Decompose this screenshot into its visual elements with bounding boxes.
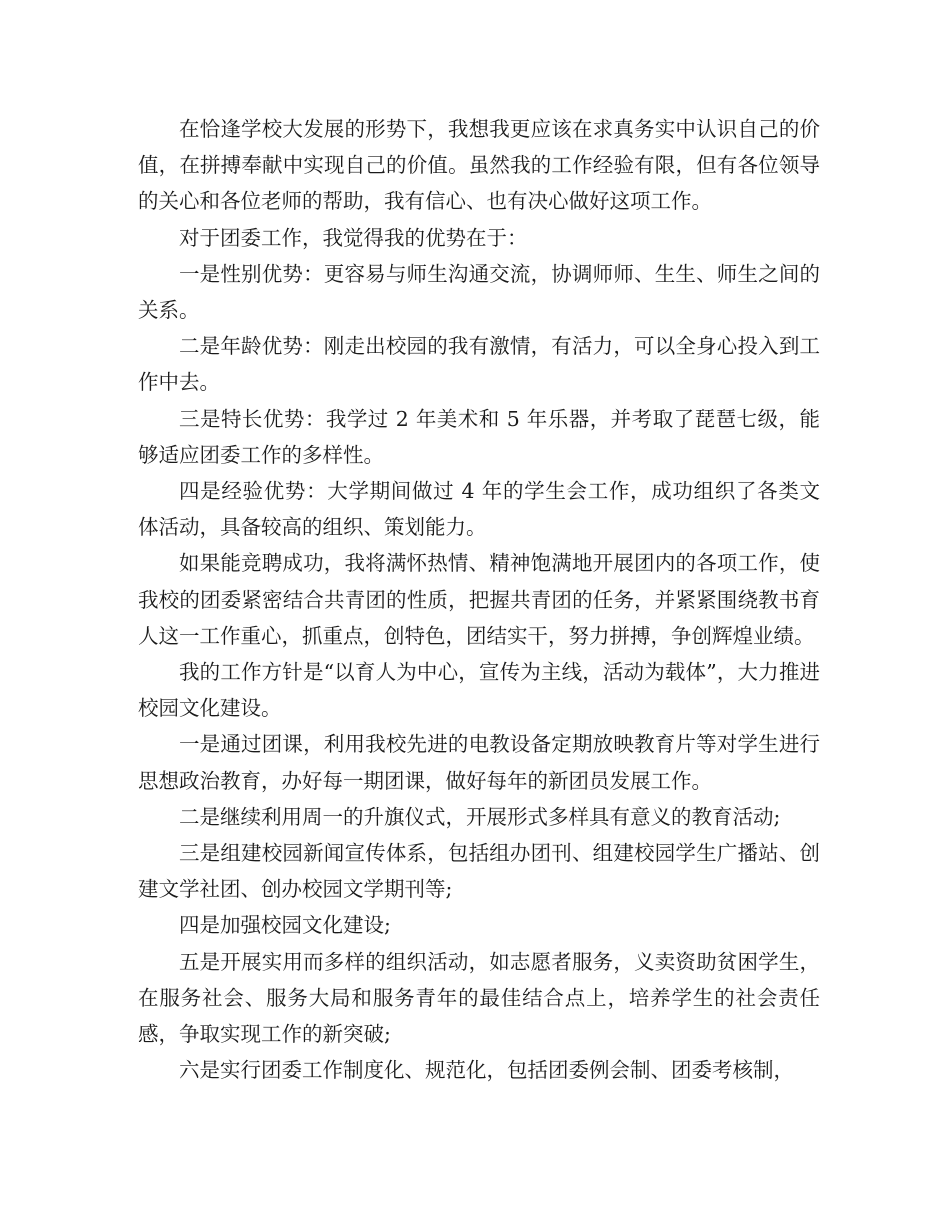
paragraph-commitment: 如果能竞聘成功，我将满怀热情、精神饱满地开展团内的各项工作，使我校的团委紧密结合共青团的性质，把握共青团的任务，并紧紧围绕教书育人这一工作重心，抓重点，创特色，团结实干，努力拼搏，争创辉煌业绩。 (138, 551, 820, 648)
paragraph-plan-3: 三是组建校园新闻宣传体系，包括组办团刊、组建校园学生广播站、创建文学社团、创办校园文学期刊等; (138, 841, 820, 902)
paragraph-advantage-gender: 一是性别优势：更容易与师生沟通交流，协调师师、生生、师生之间的关系。 (138, 261, 820, 323)
paragraph-plan-4: 四是加强校园文化建设; (179, 913, 391, 938)
paragraph-work-policy: 我的工作方针是“以育人为中心，宣传为主线，活动为载体”，大力推进校园文化建设。 (138, 660, 820, 721)
paragraph-advantage-talent: 三是特长优势：我学过 2 年美术和 5 年乐器，并考取了琵琶七级，能够适应团委工作的多样性。 (138, 406, 820, 467)
paragraph-plan-6: 六是实行团委工作制度化、规范化，包括团委例会制、团委考核制， (179, 1058, 794, 1083)
paragraph-advantages-heading: 对于团委工作，我觉得我的优势在于： (179, 225, 528, 250)
paragraph-advantage-age: 二是年龄优势：刚走出校园的我有激情，有活力，可以全身心投入到工作中去。 (138, 334, 820, 395)
paragraph-plan-1: 一是通过团课，利用我校先进的电教设备定期放映教育片等对学生进行思想政治教育，办好每一期团课，做好每年的新团员发展工作。 (138, 732, 820, 793)
paragraph-plan-2: 二是继续利用周一的升旗仪式，开展形式多样具有意义的教育活动; (179, 804, 781, 829)
paragraph-advantage-experience: 四是经验优势：大学期间做过 4 年的学生会工作，成功组织了各类文体活动，具备较高的组织、策划能力。 (138, 479, 820, 540)
document-body (138, 111, 820, 1088)
paragraph-plan-5: 五是开展实用而多样的组织活动，如志愿者服务，义卖资助贫困学生，在服务社会、服务大局和服务青年的最佳结合点上，培养学生的社会责任感，争取实现工作的新突破; (138, 949, 820, 1047)
paragraph-intro: 在恰逢学校大发展的形势下，我想我更应该在求真务实中认识自己的价值，在拼搏奉献中实现自己的价值。虽然我的工作经验有限，但有各位领导的关心和各位老师的帮助，我有信心、也有决心做好这项工作。 (138, 117, 820, 214)
